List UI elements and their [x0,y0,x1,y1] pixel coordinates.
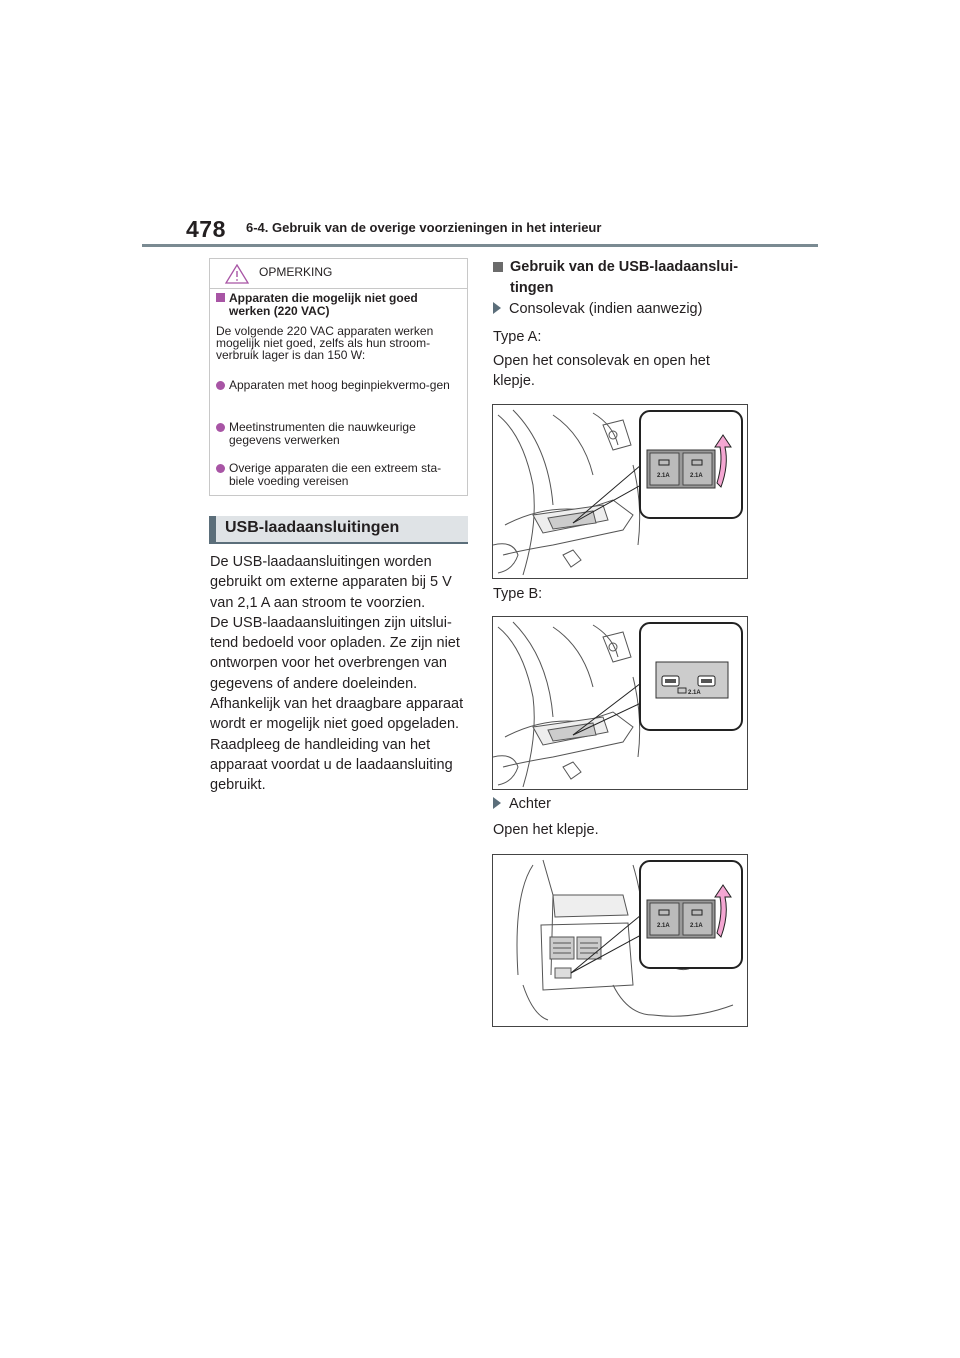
notice-title: OPMERKING [259,265,333,279]
usb-usage-heading: Gebruik van de USB-laadaanslui-tingen [493,257,763,298]
figure-rear [492,854,748,1027]
notice-box [209,258,468,496]
usb-paragraph-1: De USB-laadaansluitingen worden gebruikt om externe apparaten bij 5 V van 2,1 A aan stroom te voorzien. [210,554,452,611]
usb-paragraph-2: De USB-laadaansluitingen zijn uitslui-tend bedoeld voor opladen. Ze zijn niet ontworpen voor het overbrengen van gegevens of andere doeleinden. [210,614,460,692]
figure-console-type-a [492,404,748,579]
square-bullet-icon [216,293,225,302]
triangle-bullet-icon [493,302,501,314]
usb-body-text [210,552,472,796]
rear-item: Achter [493,796,551,812]
triangle-bullet-icon [493,797,501,809]
console-type-b-illustration [493,617,748,790]
page-number: 478 [186,216,226,242]
rear-illustration [493,855,748,1027]
warning-icon [225,264,249,284]
notice-header [210,259,467,289]
header-rule [142,244,818,247]
port-label: 2.1A [688,690,701,696]
port-label-left: 2.1A [657,923,670,929]
notice-intro: De volgende 220 VAC apparaten werken mogelijk niet goed, zelfs als hun stroom-verbruik lager is dan 150 W: [216,324,434,362]
notice-bullet: Overige apparaten die een extreem sta-biele voeding vereisen [216,462,464,488]
notice-subheading: Apparaten die mogelijk niet goed werken (220 VAC) [216,292,461,318]
type-b-label: Type B: [493,586,543,602]
notice-bullet: Meetinstrumenten die nauwkeurige gegevens verwerken [216,421,464,447]
usb-paragraph-3: Afhankelijk van het draagbare apparaat wordt er mogelijk niet goed opgeladen. Raadpleeg de handleiding van het apparaat voordat u de laadaansluiting gebruikt. [210,696,464,794]
console-type-a-illustration [493,405,748,579]
type-a-label: Type A: [493,329,542,345]
bullet-dot-icon [216,464,225,473]
console-item: Consolevak (indien aanwezig) [493,301,702,317]
port-label-right: 2.1A [690,923,703,929]
port-label-left: 2.1A [657,473,670,479]
rear-text: Open het klepje. [493,822,599,838]
bullet-dot-icon [216,423,225,432]
type-a-text: Open het consolevak en open het klepje. [493,353,710,390]
section-title: 6-4. Gebruik van de overige voorzieningen in het interieur [246,220,602,235]
notice-bullet: Apparaten met hoog beginpiekvermo-gen [216,379,464,392]
square-bullet-icon [493,262,503,272]
bullet-dot-icon [216,381,225,390]
figure-console-type-b [492,616,748,790]
port-label-right: 2.1A [690,473,703,479]
usb-section-heading: USB-laadaansluitingen [209,516,468,544]
